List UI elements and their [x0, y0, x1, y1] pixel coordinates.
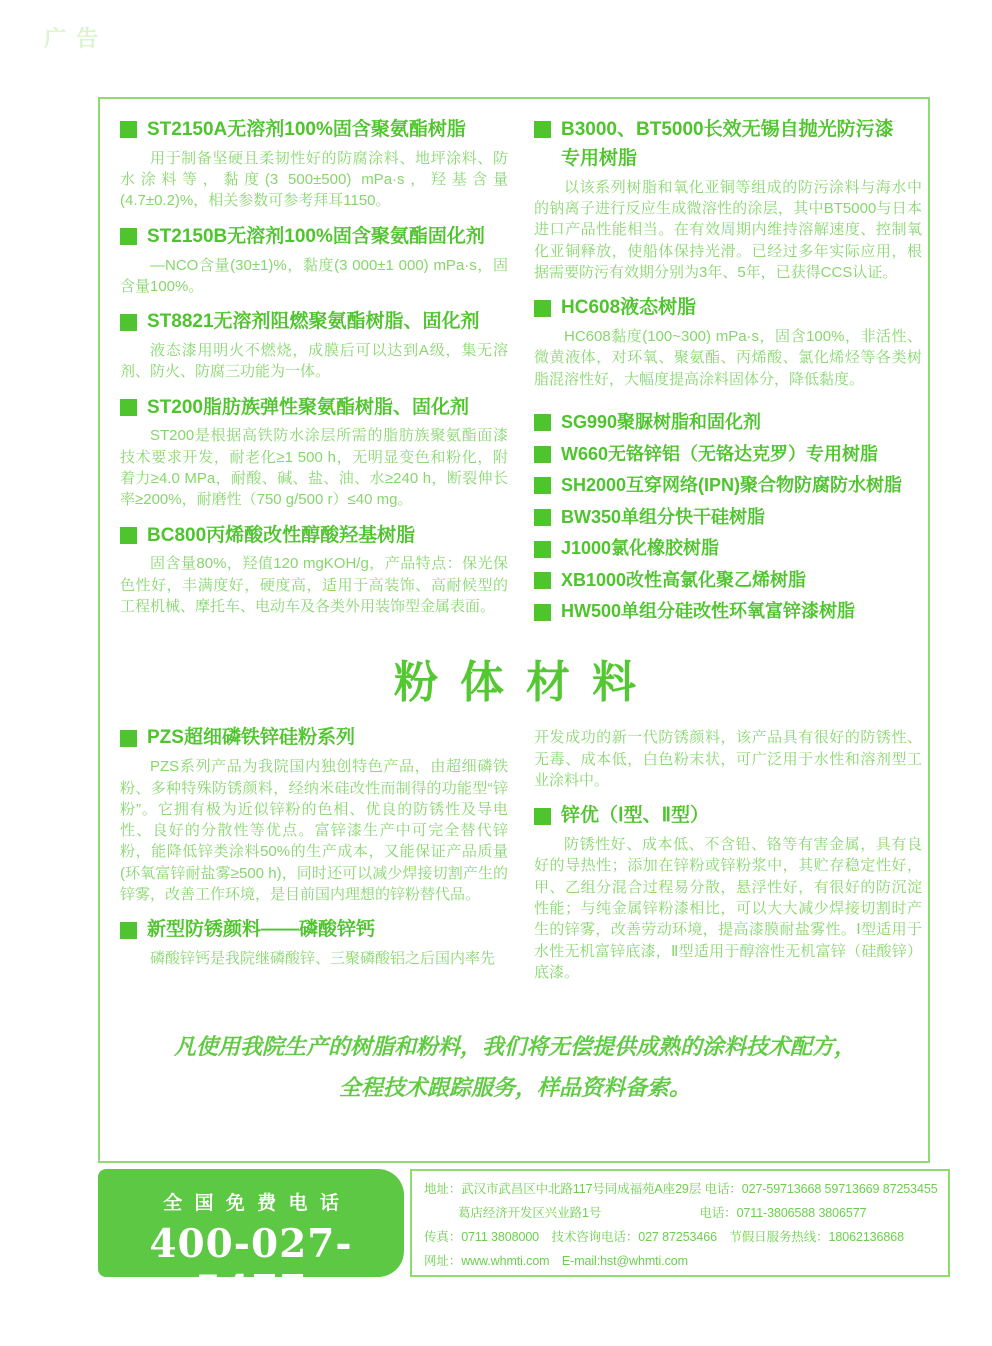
section-title-text: ST8821无溶剂阻燃聚氨酯树脂、固化剂	[147, 311, 480, 333]
free-call-label: 全国免费电话	[163, 1193, 352, 1214]
product-list-label: BW350单组分快干硅树脂	[561, 506, 766, 527]
section-body-text: 用于制备坚硬且柔韧性好的防腐涂料、地坪涂料、防水涂料等，黏度(3 500±500) mPa·s，羟基含量(4.7±0.2)%，相关参数可参考拜耳1150。	[120, 149, 508, 210]
product-list-item-sh2000	[534, 475, 922, 497]
product-list-label: XB1000改性高氯化聚乙烯树脂	[561, 569, 807, 590]
section-body-text: HC608黏度(100~300) mPa·s，固含100%，非活性、微黄液体，对环氧、聚氨酯、丙烯酸、氯化烯烃等各类树脂混溶性好，大幅度提高涂料固体分，降低黏度。	[534, 328, 922, 388]
section-heading	[120, 525, 508, 547]
section-title-text: HC608液态树脂	[561, 297, 697, 319]
section-body-text: ST200是根据高铁防水涂层所需的脂肪族聚氨酯面漆技术要求开发，耐老化≥1 500 h，无明显变色和粉化，附着力≥4.0 MPa，耐酸、碱、盐、油、水≥240 h，断裂伸长率≥200%，耐磨性（750 g/500 r）≤40 mg。	[120, 427, 508, 509]
section-st200	[120, 397, 508, 511]
section-b3000-bt5000	[534, 119, 922, 283]
spacer	[534, 396, 922, 412]
section-body-text: 以该系列树脂和氧化亚铜等组成的防污涂料与海水中的钠离子进行反应生成微溶性的涂层，其中BT5000与日本进口产品性能相当。在有效周期内维持溶解速度、控制氧化亚铜释放，使船体保持光滑。已经过多年实际应用，根据需要防污有效期分别为3年、5年，已获得CCS认证。	[534, 178, 922, 281]
resin-column-right	[534, 119, 922, 633]
section-heading	[120, 226, 508, 248]
section-heading	[120, 919, 508, 941]
product-list-label: HW500单组分硅改性环氧富锌漆树脂	[561, 601, 856, 622]
product-list-item-xb1000	[534, 570, 922, 592]
section-body-text: 液态漆用明火不燃烧，成膜后可以达到A级，集无溶剂、防火、防腐三功能为一体。	[120, 342, 508, 381]
section-title-text: ST2150A无溶剂100%固含聚氨酯树脂	[147, 119, 466, 140]
section-title-text: BC800丙烯酸改性醇酸羟基树脂	[147, 524, 416, 546]
bullet-square-icon	[534, 414, 551, 431]
bullet-square-icon	[534, 604, 551, 621]
product-list-label: SG990聚脲树脂和固化剂	[561, 411, 762, 432]
main-content-box	[98, 97, 930, 1163]
bullet-square-icon	[120, 527, 137, 544]
bullet-square-icon	[120, 121, 137, 138]
product-list-item-sg990	[534, 412, 922, 434]
product-list-item-w660	[534, 444, 922, 466]
section-xinyou	[534, 805, 922, 983]
section-body-text: 固含量80%，羟值120 mgKOH/g，产品特点：保光保色性好，丰满度好，硬度高，适用于高装饰、高耐候型的工程机械、摩托车、电动车及各类外用装饰型金属表面。	[120, 555, 508, 616]
section-body-text: PZS系列产品为我院国内独创特色产品，由超细磷铁粉、多种特殊防锈颜料，经纳米硅改性而制得的功能型“锌粉”。它拥有极为近似锌粉的色相、优良的防锈性及导电性、良好的分散性等优点。富锌漆生产中可完全替代锌粉，能降低锌类涂料50%的生产成本，又能保证产品质量(环氧富锌耐盐雾≥500 h)，同时还可以减少焊接切割产生的锌雾，改善工作环境，是目前国内理想的锌粉替代品。	[120, 758, 508, 904]
phone-number: 400-027-5477	[149, 1221, 353, 1313]
section-title-text: PZS超细磷铁锌硅粉系列	[147, 727, 355, 749]
resin-columns	[120, 119, 922, 633]
bullet-square-icon	[534, 121, 551, 138]
slogan-line-1: 凡使用我院生产的树脂和粉料，我们将无偿提供成熟的涂料技术配方，	[173, 1034, 856, 1061]
product-list-label: J1000氯化橡胶树脂	[561, 538, 720, 559]
contact-footer	[98, 1169, 938, 1313]
product-list-label: W660无铬锌铝（无铬达克罗）专用树脂	[561, 443, 879, 464]
address-1: 地址：武汉市武昌区中北路117号同成福苑A座29层	[424, 1182, 702, 1196]
section-bc800	[120, 525, 508, 618]
bullet-square-icon	[120, 314, 137, 331]
bullet-square-icon	[534, 477, 551, 494]
service-slogan	[120, 1027, 910, 1108]
section-title-text: B3000、BT5000长效无锡自抛光防污漆	[561, 119, 894, 140]
slogan-line-2: 全程技术跟踪服务，样品资料备索。	[338, 1074, 691, 1101]
section-title-text: ST200脂肪族弹性聚氨酯树脂、固化剂	[147, 396, 469, 418]
bullet-square-icon	[534, 509, 551, 526]
phone-2: 电话：0711-3806588 3806577	[699, 1206, 867, 1221]
bullet-square-icon	[534, 541, 551, 558]
bullet-square-icon	[534, 300, 551, 317]
phone-1: 电话：027-59713668 59713669 87253455	[704, 1182, 938, 1196]
powder-column-right	[534, 727, 922, 989]
section-title-text: 新型防锈颜料——磷酸锌钙	[147, 919, 376, 941]
section-st2150b	[120, 226, 508, 297]
section-heading	[120, 311, 508, 333]
section-zinc-calcium-phosphate	[120, 919, 508, 969]
section-pzs	[120, 727, 508, 905]
section-title-line2: 专用树脂	[561, 147, 638, 169]
section-body-text: —NCO含量(30±1)%，黏度(3 000±1 000) mPa·s，固含量100%。	[120, 256, 508, 295]
section-heading	[534, 805, 922, 827]
section-title-text: 锌优（Ⅰ型、Ⅱ型）	[561, 805, 709, 827]
section-heading	[120, 119, 508, 141]
section-body-text: 防锈性好、成本低、不含铅、铬等有害金属，具有良好的导热性；添加在锌粉或锌粉浆中，其贮存稳定性好，甲、乙组分混合过程易分散，悬浮性好，有很好的防沉淀性能；与纯金属锌粉漆相比，可以大大减少焊接切割时产生的锌雾，改善劳动环境，提高漆膜耐盐雾性。Ⅰ型适用于水性无机富锌底漆，Ⅱ型适用于醇溶性无机富锌（硅酸锌）底漆。	[534, 836, 922, 981]
section-heading	[534, 297, 922, 319]
product-list-label: SH2000互穿网络(IPN)聚合物防腐防水树脂	[561, 475, 903, 496]
resin-column-left	[120, 119, 508, 633]
product-list-item-hw500	[534, 601, 922, 623]
section-body-text: 磷酸锌钙是我院继磷酸锌、三聚磷酸铝之后国内率先	[150, 950, 496, 968]
section-hc608	[534, 297, 922, 390]
bullet-square-icon	[120, 922, 137, 939]
product-list-item-bw350	[534, 507, 922, 529]
powder-materials-title: 粉体材料	[394, 658, 658, 708]
address-line-2	[424, 1204, 938, 1222]
address-2: 葛店经济开发区兴业路1号	[458, 1206, 602, 1221]
continuation-body-text: 开发成功的新一代防锈颜料，该产品具有很好的防锈性、无毒、成本低，白色粉末状，可广泛用于水性和溶剂型工业涂料中。	[534, 729, 922, 790]
powder-columns	[120, 727, 922, 989]
section-st8821	[120, 311, 508, 382]
bullet-square-icon	[120, 228, 137, 245]
bullet-square-icon	[534, 808, 551, 825]
fax-line: 传真：0711 3808000 技术咨询电话：027 87253466 节假日服务热线：18062136868	[424, 1230, 904, 1245]
bullet-square-icon	[534, 572, 551, 589]
free-phone-box	[98, 1169, 404, 1313]
powder-column-left	[120, 727, 508, 989]
section-heading	[534, 119, 922, 141]
bullet-square-icon	[120, 399, 137, 416]
bullet-square-icon	[120, 730, 137, 747]
address-line-1	[424, 1180, 938, 1198]
section-heading	[120, 727, 508, 749]
ad-tag-label: 广告	[44, 26, 109, 51]
bullet-square-icon	[534, 446, 551, 463]
address-info-box	[410, 1169, 950, 1277]
website-email-line: 网址：www.whmti.com E-mail:hst@whmti.com	[424, 1254, 688, 1269]
product-list-item-j1000	[534, 538, 922, 560]
section-heading	[120, 397, 508, 419]
section-title-text: ST2150B无溶剂100%固含聚氨酯固化剂	[147, 225, 485, 247]
section-st2150a	[120, 119, 508, 212]
